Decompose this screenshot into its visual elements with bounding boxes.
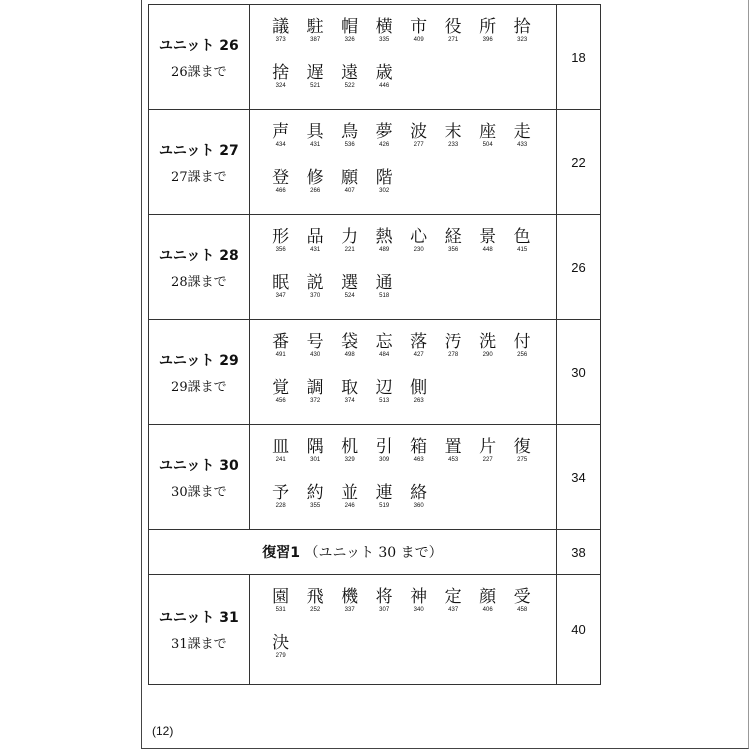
kanji-item [298, 483, 332, 529]
kanji-item [298, 332, 332, 378]
kanji-number: 246 [344, 503, 355, 509]
kanji-number: 228 [275, 503, 286, 509]
kanji-char: 末 [444, 122, 462, 142]
kanji-item [298, 437, 332, 483]
kanji-number: 437 [448, 607, 459, 613]
kanji-item [333, 378, 367, 424]
unit-title: ユニット 30 [158, 457, 239, 474]
kanji-char: 品 [306, 227, 324, 247]
page-ref: 26 [556, 215, 600, 320]
kanji-item [333, 437, 367, 483]
kanji-char: 機 [341, 587, 359, 607]
kanji-item [264, 437, 298, 483]
kanji-char: 階 [375, 168, 393, 188]
kanji-char: 駐 [306, 17, 324, 37]
kanji-item [264, 63, 298, 109]
kanji-number: 279 [275, 653, 286, 659]
kanji-number: 360 [413, 503, 424, 509]
kanji-char: 机 [341, 437, 359, 457]
kanji-item [436, 17, 470, 63]
kanji-char: 引 [375, 437, 393, 457]
unit-lessons: 29課まで [171, 379, 227, 395]
unit-title: ユニット 28 [158, 247, 239, 264]
page-ref: 18 [556, 5, 600, 110]
kanji-number: 524 [344, 293, 355, 299]
kanji-item [436, 437, 470, 483]
kanji-number: 323 [517, 37, 528, 43]
kanji-item [264, 17, 298, 63]
page-ref: 22 [556, 110, 600, 215]
kanji-item [264, 332, 298, 378]
kanji-item [333, 483, 367, 529]
kanji-char: 洗 [479, 332, 497, 352]
kanji-number: 329 [344, 457, 355, 463]
kanji-cell [249, 215, 556, 320]
kanji-number: 531 [275, 607, 286, 613]
kanji-number: 415 [517, 247, 528, 253]
kanji-item [471, 437, 505, 483]
kanji-number: 433 [517, 142, 528, 148]
kanji-char: 声 [272, 122, 290, 142]
kanji-number: 513 [379, 398, 390, 404]
kanji-number: 302 [379, 188, 390, 194]
kanji-number: 430 [310, 352, 321, 358]
kanji-number: 536 [344, 142, 355, 148]
kanji-cell [249, 320, 556, 425]
contents-table [148, 4, 601, 685]
kanji-char: 力 [341, 227, 359, 247]
kanji-cell [249, 110, 556, 215]
kanji-item [367, 332, 401, 378]
kanji-item [264, 587, 298, 633]
kanji-item [298, 122, 332, 168]
kanji-number: 356 [275, 247, 286, 253]
kanji-item [471, 587, 505, 633]
kanji-char: 心 [410, 227, 428, 247]
kanji-char: 並 [341, 483, 359, 503]
kanji-char: 決 [272, 633, 290, 653]
unit-row [149, 110, 601, 215]
kanji-char: 号 [306, 332, 324, 352]
kanji-char: 役 [444, 17, 462, 37]
kanji-char: 神 [410, 587, 428, 607]
kanji-number: 307 [379, 607, 390, 613]
kanji-number: 256 [517, 352, 528, 358]
kanji-item [471, 122, 505, 168]
page-ref: 30 [556, 320, 600, 425]
kanji-item [505, 122, 539, 168]
kanji-number: 504 [482, 142, 493, 148]
kanji-number: 431 [310, 247, 321, 253]
unit-cell [149, 575, 250, 685]
kanji-char: 形 [272, 227, 290, 247]
kanji-char: 熱 [375, 227, 393, 247]
unit-lessons: 26課まで [171, 64, 227, 80]
kanji-item [264, 122, 298, 168]
kanji-item [436, 587, 470, 633]
kanji-number: 396 [482, 37, 493, 43]
kanji-number: 337 [344, 607, 355, 613]
kanji-item [505, 227, 539, 273]
kanji-item [333, 332, 367, 378]
unit-title: ユニット 27 [158, 142, 239, 159]
kanji-item [298, 587, 332, 633]
kanji-item [471, 227, 505, 273]
kanji-char: 横 [375, 17, 393, 37]
kanji-number: 374 [344, 398, 355, 404]
kanji-item [367, 63, 401, 109]
kanji-number: 427 [413, 352, 424, 358]
kanji-number: 409 [413, 37, 424, 43]
page-ref: 40 [556, 575, 600, 685]
kanji-char: 帽 [341, 17, 359, 37]
kanji-number: 324 [275, 83, 286, 89]
kanji-char: 説 [306, 273, 324, 293]
kanji-char: 具 [306, 122, 324, 142]
kanji-number: 275 [517, 457, 528, 463]
kanji-char: 置 [444, 437, 462, 457]
kanji-char: 付 [513, 332, 531, 352]
unit-cell [149, 215, 250, 320]
kanji-char: 修 [306, 168, 324, 188]
kanji-char: 色 [513, 227, 531, 247]
kanji-item [436, 122, 470, 168]
kanji-cell [249, 5, 556, 110]
kanji-number: 355 [310, 503, 321, 509]
kanji-item [402, 227, 436, 273]
kanji-number: 335 [379, 37, 390, 43]
page-ref: 38 [556, 530, 600, 575]
unit-cell [149, 320, 250, 425]
unit-title: ユニット 31 [158, 610, 239, 626]
kanji-item [264, 273, 298, 319]
unit-lessons: 28課まで [171, 274, 227, 290]
kanji-char: 遠 [341, 63, 359, 83]
kanji-number: 263 [413, 398, 424, 404]
kanji-number: 426 [379, 142, 390, 148]
kanji-char: 取 [341, 378, 359, 398]
kanji-char: 座 [479, 122, 497, 142]
kanji-number: 309 [379, 457, 390, 463]
kanji-item [471, 332, 505, 378]
kanji-number: 340 [413, 607, 424, 613]
kanji-char: 覚 [272, 378, 290, 398]
kanji-number: 518 [379, 293, 390, 299]
kanji-number: 347 [275, 293, 286, 299]
kanji-char: 歳 [375, 63, 393, 83]
kanji-item [264, 483, 298, 529]
kanji-item [367, 273, 401, 319]
kanji-number: 484 [379, 352, 390, 358]
kanji-number: 431 [310, 142, 321, 148]
kanji-number: 491 [275, 352, 286, 358]
kanji-item [367, 168, 401, 214]
kanji-number: 278 [448, 352, 459, 358]
unit-cell [149, 5, 250, 110]
unit-row [149, 5, 601, 110]
kanji-char: 落 [410, 332, 428, 352]
kanji-char: 予 [272, 483, 290, 503]
kanji-item [436, 332, 470, 378]
kanji-char: 飛 [306, 587, 324, 607]
kanji-number: 230 [413, 247, 424, 253]
unit-lessons: 30課まで [171, 484, 227, 500]
kanji-number: 252 [310, 607, 321, 613]
review-note: （ユニット 30 まで） [304, 545, 443, 561]
unit-row [149, 215, 601, 320]
kanji-item [402, 378, 436, 424]
kanji-char: 顔 [479, 587, 497, 607]
kanji-char: 約 [306, 483, 324, 503]
kanji-number: 221 [344, 247, 355, 253]
kanji-item [402, 483, 436, 529]
kanji-number: 370 [310, 293, 321, 299]
kanji-char: 側 [410, 378, 428, 398]
kanji-char: 波 [410, 122, 428, 142]
kanji-char: 園 [272, 587, 290, 607]
kanji-item [367, 122, 401, 168]
kanji-item [367, 483, 401, 529]
review-cell [149, 530, 557, 575]
kanji-item [264, 168, 298, 214]
kanji-char: 景 [479, 227, 497, 247]
kanji-char: 番 [272, 332, 290, 352]
kanji-item [505, 332, 539, 378]
kanji-item [333, 273, 367, 319]
kanji-char: 片 [479, 437, 497, 457]
kanji-char: 連 [375, 483, 393, 503]
page-number: (12) [152, 724, 174, 738]
kanji-char: 走 [513, 122, 531, 142]
kanji-char: 忘 [375, 332, 393, 352]
kanji-number: 407 [344, 188, 355, 194]
kanji-number: 406 [482, 607, 493, 613]
kanji-char: 絡 [410, 483, 428, 503]
kanji-item [402, 437, 436, 483]
kanji-number: 356 [448, 247, 459, 253]
kanji-char: 受 [513, 587, 531, 607]
kanji-number: 456 [275, 398, 286, 404]
kanji-number: 453 [448, 457, 459, 463]
kanji-item [402, 17, 436, 63]
kanji-char: 市 [410, 17, 428, 37]
kanji-char: 将 [375, 587, 393, 607]
kanji-number: 448 [482, 247, 493, 253]
kanji-number: 227 [482, 457, 493, 463]
review-row [149, 530, 601, 575]
kanji-item [298, 168, 332, 214]
kanji-item [333, 168, 367, 214]
kanji-number: 373 [275, 37, 286, 43]
kanji-number: 301 [310, 457, 321, 463]
kanji-char: 復 [513, 437, 531, 457]
kanji-char: 辺 [375, 378, 393, 398]
kanji-number: 387 [310, 37, 321, 43]
kanji-char: 調 [306, 378, 324, 398]
kanji-number: 463 [413, 457, 424, 463]
kanji-item [402, 587, 436, 633]
kanji-number: 277 [413, 142, 424, 148]
kanji-char: 通 [375, 273, 393, 293]
kanji-item [298, 378, 332, 424]
unit-row [149, 425, 601, 530]
kanji-item [298, 273, 332, 319]
kanji-number: 271 [448, 37, 459, 43]
kanji-item [333, 587, 367, 633]
kanji-char: 登 [272, 168, 290, 188]
kanji-number: 326 [344, 37, 355, 43]
kanji-item [367, 378, 401, 424]
kanji-char: 願 [341, 168, 359, 188]
kanji-number: 241 [275, 457, 286, 463]
kanji-item [333, 63, 367, 109]
kanji-item [505, 587, 539, 633]
kanji-number: 446 [379, 83, 390, 89]
kanji-item [505, 17, 539, 63]
page-ref: 34 [556, 425, 600, 530]
unit-row [149, 320, 601, 425]
kanji-number: 519 [379, 503, 390, 509]
kanji-char: 選 [341, 273, 359, 293]
kanji-char: 汚 [444, 332, 462, 352]
kanji-item [367, 17, 401, 63]
kanji-char: 皿 [272, 437, 290, 457]
unit-title: ユニット 26 [158, 37, 239, 54]
kanji-item [298, 227, 332, 273]
kanji-char: 眠 [272, 273, 290, 293]
kanji-item [298, 63, 332, 109]
kanji-number: 498 [344, 352, 355, 358]
kanji-cell [249, 425, 556, 530]
unit-title: ユニット 29 [158, 352, 239, 369]
kanji-item [333, 122, 367, 168]
unit-cell [149, 425, 250, 530]
kanji-number: 489 [379, 247, 390, 253]
kanji-number: 290 [482, 352, 493, 358]
kanji-item [367, 227, 401, 273]
kanji-item [402, 122, 436, 168]
kanji-number: 521 [310, 83, 321, 89]
kanji-number: 466 [275, 188, 286, 194]
kanji-char: 捨 [272, 63, 290, 83]
unit-row [149, 575, 601, 685]
kanji-item [367, 587, 401, 633]
kanji-number: 434 [275, 142, 286, 148]
kanji-char: 議 [272, 17, 290, 37]
kanji-item [333, 17, 367, 63]
kanji-char: 定 [444, 587, 462, 607]
kanji-char: 隅 [306, 437, 324, 457]
kanji-item [505, 437, 539, 483]
kanji-cell [249, 575, 556, 685]
kanji-char: 夢 [375, 122, 393, 142]
kanji-item [298, 17, 332, 63]
kanji-item [264, 227, 298, 273]
kanji-char: 所 [479, 17, 497, 37]
kanji-item [367, 437, 401, 483]
kanji-item [471, 17, 505, 63]
unit-cell [149, 110, 250, 215]
kanji-number: 233 [448, 142, 459, 148]
kanji-item [264, 378, 298, 424]
kanji-item [436, 227, 470, 273]
unit-lessons: 31課まで [171, 637, 227, 652]
kanji-char: 鳥 [341, 122, 359, 142]
kanji-char: 箱 [410, 437, 428, 457]
kanji-number: 522 [344, 83, 355, 89]
kanji-char: 経 [444, 227, 462, 247]
kanji-item [333, 227, 367, 273]
review-title: 復習1 [262, 545, 301, 561]
unit-lessons: 27課まで [171, 169, 227, 185]
kanji-char: 拾 [513, 17, 531, 37]
kanji-item [264, 633, 298, 679]
kanji-number: 266 [310, 188, 321, 194]
kanji-number: 372 [310, 398, 321, 404]
kanji-char: 遅 [306, 63, 324, 83]
kanji-item [402, 332, 436, 378]
kanji-number: 458 [517, 607, 528, 613]
kanji-char: 袋 [341, 332, 359, 352]
